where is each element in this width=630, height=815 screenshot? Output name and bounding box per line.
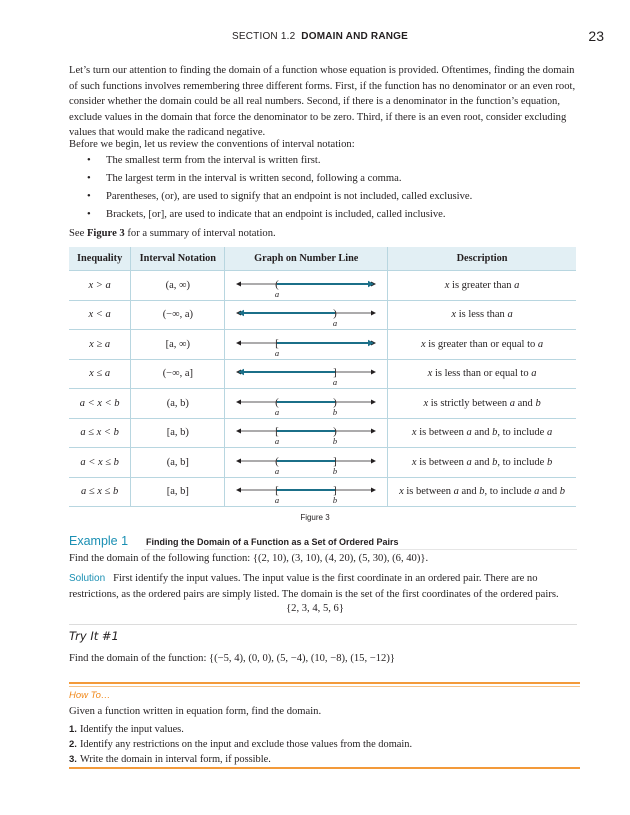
- figure-caption: Figure 3: [300, 513, 330, 522]
- how-to-label: How To…: [69, 690, 111, 701]
- divider: [69, 624, 577, 625]
- example-label: Example 1: [69, 534, 129, 548]
- interval-notation-cell: [a, b]: [131, 477, 225, 507]
- endpoint-label: a: [333, 318, 338, 329]
- section-heading: SECTION 1.2 DOMAIN AND RANGE: [232, 31, 409, 42]
- bullet-icon: •: [87, 173, 91, 184]
- description-cell: x is between a and b, to include a: [388, 418, 576, 448]
- number-line-graph: [228, 360, 384, 387]
- figure-link: Figure 3: [86, 228, 125, 239]
- solution-label: Solution: [69, 573, 106, 584]
- number-line-graph: [228, 301, 384, 328]
- example-title: Finding the Domain of a Function as a Set of Ordered Pairs: [146, 537, 399, 547]
- endpoint-label: a: [333, 377, 338, 388]
- list-item: • Parentheses, (or), are used to signify that an endpoint is not included, called exclusive.: [87, 188, 577, 206]
- axis-arrow-right-icon: [371, 488, 376, 493]
- axis-arrow-left-icon: [236, 340, 241, 345]
- left-endpoint-bracket: (: [275, 278, 280, 291]
- axis-arrow-right-icon: [371, 370, 376, 375]
- table-row: [69, 389, 576, 419]
- number-line-cell: [225, 300, 388, 330]
- solution-set: {2, 3, 4, 5, 6}: [286, 603, 344, 614]
- endpoint-label: b: [333, 436, 338, 447]
- interval-notation-cell: (−∞, a]: [131, 359, 225, 389]
- description-cell: x is strictly between a and b: [388, 389, 576, 419]
- description-cell: x is between a and b, to include a and b: [388, 477, 576, 507]
- axis-arrow-left-icon: [236, 488, 241, 493]
- endpoint-label: a: [275, 406, 280, 417]
- divider: [144, 549, 577, 550]
- page-number: 23: [588, 28, 604, 44]
- number-line-graph: [228, 390, 384, 417]
- list-item: 2. Identify any restrictions on the input and exclude those values from the domain.: [69, 739, 413, 750]
- number-line-cell: [225, 389, 388, 419]
- interval-notation-cell: (−∞, a): [131, 300, 225, 330]
- inequality-cell: a < x < b: [69, 389, 131, 419]
- description-cell: x is greater than or equal to a: [388, 330, 576, 360]
- how-to-intro: Given a function written in equation form, find the domain.: [69, 706, 322, 717]
- inequality-cell: x > a: [69, 271, 131, 301]
- conventions-list: [87, 152, 577, 224]
- bullet-icon: •: [87, 155, 91, 166]
- table-row: [69, 477, 576, 507]
- figure-reference-text: See Figure 3 for a summary of interval notation.: [69, 228, 276, 239]
- endpoint-label: a: [275, 347, 280, 358]
- number-line-cell: [225, 448, 388, 478]
- table-row: [69, 330, 576, 360]
- try-it-label: Try It #1: [69, 629, 119, 643]
- table-row: [69, 418, 576, 448]
- number-line-cell: [225, 330, 388, 360]
- right-endpoint-bracket: ]: [333, 455, 338, 468]
- left-endpoint-bracket: (: [275, 455, 280, 468]
- interval-notation-cell: (a, b]: [131, 448, 225, 478]
- axis-arrow-right-icon: [371, 429, 376, 434]
- axis-arrow-right-icon: [371, 458, 376, 463]
- axis-arrow-left-icon: [236, 458, 241, 463]
- bullet-icon: •: [87, 209, 91, 220]
- table-row: [69, 448, 576, 478]
- inequality-cell: a ≤ x ≤ b: [69, 477, 131, 507]
- inequality-cell: x ≥ a: [69, 330, 131, 360]
- how-to-steps: [69, 722, 577, 767]
- description-cell: x is less than a: [388, 300, 576, 330]
- how-to-top-rule: [69, 682, 580, 684]
- number-line-cell: [225, 477, 388, 507]
- axis-arrow-left-icon: [236, 399, 241, 404]
- number-line-graph: [228, 449, 384, 476]
- number-line-graph: [228, 331, 384, 358]
- number-line-graph: [228, 272, 384, 299]
- list-item: 1. Identify the input values.: [69, 724, 184, 735]
- interval-notation-table: [69, 247, 576, 507]
- number-line-graph: [228, 478, 384, 505]
- inequality-cell: x ≤ a: [69, 359, 131, 389]
- example-question: Find the domain of the following function: {(2, 10), (3, 10), (4, 20), (5, 30), (6, 40)}.: [69, 553, 429, 564]
- how-to-bottom-rule: [69, 767, 580, 769]
- endpoint-label: b: [333, 406, 338, 417]
- interval-notation-cell: (a, ∞): [131, 271, 225, 301]
- endpoint-label: b: [333, 495, 338, 506]
- inequality-cell: x < a: [69, 300, 131, 330]
- running-header: [0, 28, 630, 47]
- right-endpoint-bracket: ): [333, 307, 338, 320]
- interval-conventions-intro: Before we begin, let us review the conventions of interval notation:: [69, 139, 355, 150]
- number-line-cell: [225, 418, 388, 448]
- example-solution: Solution First identify the input values. The input value is the first coordinate in an ordered pair. There are no restrictions, as the ordered pairs are simply listed. The domain is the set of the first coordinates of the ordered pairs.: [69, 573, 559, 600]
- description-cell: x is greater than a: [388, 271, 576, 301]
- table-row: [69, 359, 576, 389]
- right-endpoint-bracket: ]: [333, 484, 338, 497]
- interval-notation-cell: (a, b): [131, 389, 225, 419]
- inequality-cell: a ≤ x < b: [69, 418, 131, 448]
- interval-notation-cell: [a, ∞): [131, 330, 225, 360]
- try-it-question: Find the domain of the function: {(−5, 4), (0, 0), (5, −4), (10, −8), (15, −12)}: [69, 653, 395, 664]
- axis-arrow-left-icon: [236, 281, 241, 286]
- inequality-cell: a < x ≤ b: [69, 448, 131, 478]
- axis-arrow-left-icon: [236, 429, 241, 434]
- header-interval-notation: Interval Notation: [131, 247, 225, 271]
- header-inequality: Inequality: [69, 247, 131, 271]
- right-endpoint-bracket: ]: [333, 366, 338, 379]
- bullet-icon: •: [87, 191, 91, 202]
- header-description: Description: [388, 247, 576, 271]
- endpoint-label: a: [275, 495, 280, 506]
- intro-paragraph: Let’s turn our attention to finding the domain of a function whose equation is provided. Oftentimes, finding the domain of such functions involves remembering three different forms. First, if the function has no denominator or an even root, consider whether the domain could be all real numbers. Second, if there is a denominator in the function’s equation, exclude values in the domain that force the denominator to be zero. Third, if there is an even root, consider excluding values that would make the radicand negative.: [69, 65, 576, 139]
- list-item: 3. Write the domain in interval form, if possible.: [69, 754, 271, 765]
- left-endpoint-bracket: (: [275, 396, 280, 409]
- endpoint-label: a: [275, 465, 280, 476]
- description-cell: x is between a and b, to include b: [388, 448, 576, 478]
- axis-arrow-right-icon: [371, 399, 376, 404]
- axis-arrow-right-icon: [371, 311, 376, 316]
- table-row: [69, 271, 576, 301]
- description-cell: x is less than or equal to a: [388, 359, 576, 389]
- left-endpoint-bracket: [: [275, 337, 280, 350]
- interval-notation-cell: [a, b): [131, 418, 225, 448]
- right-endpoint-bracket: ): [333, 425, 338, 438]
- left-endpoint-bracket: [: [275, 425, 280, 438]
- number-line-cell: [225, 359, 388, 389]
- number-line-cell: [225, 271, 388, 301]
- endpoint-label: a: [275, 436, 280, 447]
- header-graph: Graph on Number Line: [225, 247, 388, 271]
- list-item: • The smallest term from the interval is written first.: [87, 152, 577, 170]
- list-item: • The largest term in the interval is written second, following a comma.: [87, 170, 577, 188]
- left-endpoint-bracket: [: [275, 484, 280, 497]
- number-line-graph: [228, 419, 384, 446]
- how-to-top-rule-thin: [69, 686, 580, 687]
- table-row: [69, 300, 576, 330]
- endpoint-label: a: [275, 288, 280, 299]
- right-endpoint-bracket: ): [333, 396, 338, 409]
- list-item: • Brackets, [or], are used to indicate that an endpoint is included, called inclusive.: [87, 206, 577, 224]
- endpoint-label: b: [333, 465, 338, 476]
